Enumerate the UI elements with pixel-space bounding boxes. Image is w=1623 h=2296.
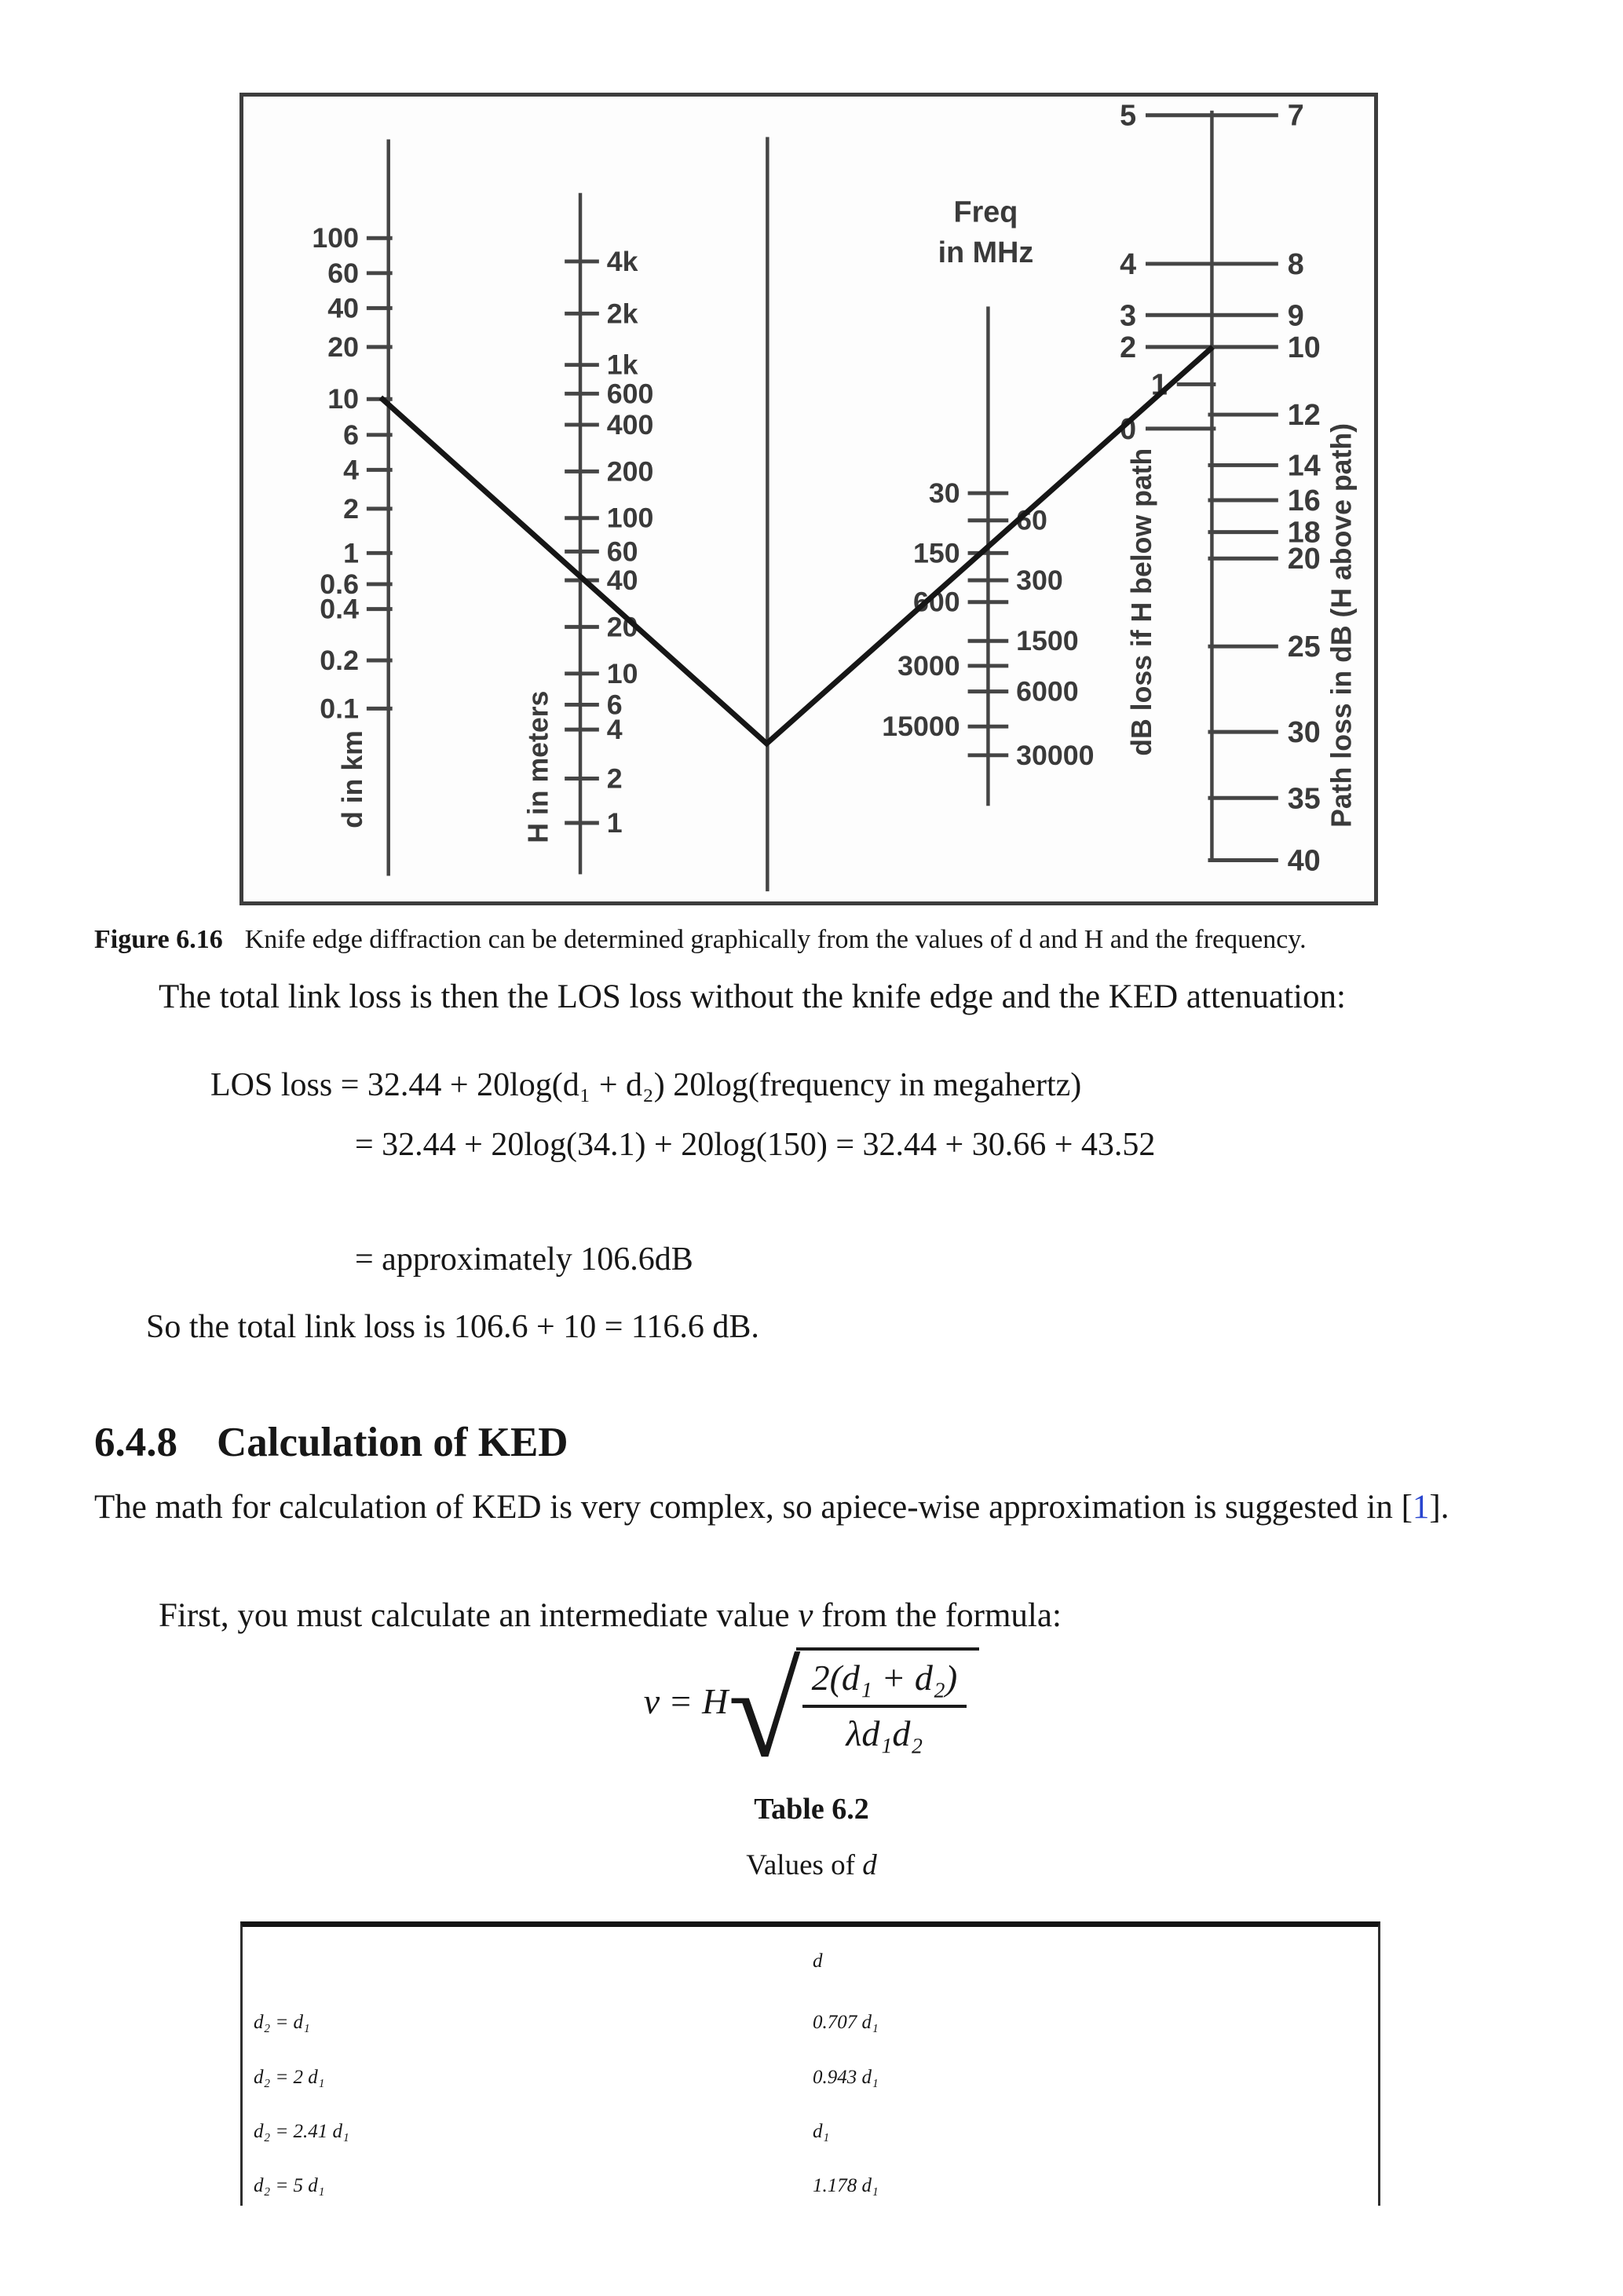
svg-text:6: 6 <box>343 419 359 451</box>
svg-text:25: 25 <box>1287 630 1321 664</box>
formula-H: H <box>702 1680 729 1721</box>
table-cell-condition: d₂ = 2 d₁ <box>254 2067 325 2088</box>
svg-text:40: 40 <box>1287 843 1321 877</box>
table-subtitle-var: d <box>862 1849 877 1881</box>
svg-text:15000: 15000 <box>882 711 960 743</box>
svg-text:dB loss if H below path: dB loss if H below path <box>1126 448 1158 756</box>
table-cell-value: 1.178 d₁ <box>813 2175 879 2196</box>
paragraph-ked-math <box>94 1486 1529 1530</box>
table-row <box>243 2012 1378 2038</box>
table-subtitle <box>0 1848 1623 1882</box>
svg-text:0: 0 <box>1120 411 1137 445</box>
svg-text:30: 30 <box>1287 715 1321 749</box>
formula-v: v <box>643 1680 660 1721</box>
svg-text:100: 100 <box>606 502 654 534</box>
table-title: Table 6.2 <box>754 1793 869 1826</box>
svg-text:9: 9 <box>1287 298 1304 332</box>
formula-fraction <box>802 1655 967 1754</box>
svg-text:6000: 6000 <box>1016 675 1079 707</box>
svg-text:20: 20 <box>606 611 638 643</box>
svg-text:100: 100 <box>312 222 359 254</box>
svg-text:10: 10 <box>327 383 359 415</box>
figure-caption <box>94 923 1531 957</box>
table-cell-value: 0.943 d₁ <box>813 2067 879 2088</box>
svg-text:35: 35 <box>1287 781 1321 815</box>
svg-text:d in km: d in km <box>337 730 369 828</box>
formula-equals: = <box>671 1680 692 1721</box>
section-number: 6.4.8 <box>94 1420 177 1465</box>
example-solution-line <box>381 347 1213 744</box>
table-cell-value: d₁ <box>813 2121 830 2142</box>
table-header-d: d <box>813 1951 823 1972</box>
svg-text:0.2: 0.2 <box>320 645 359 676</box>
formula-numerator: 2(d₁ + d₂) <box>802 1655 967 1708</box>
equation-approx: = approximately 106.6dB <box>355 1241 693 1278</box>
scale-h-in-meters <box>522 193 653 875</box>
paragraph-ked-math-end: ]. <box>1429 1489 1449 1526</box>
nomograph-svg <box>243 97 1374 901</box>
svg-text:60: 60 <box>606 536 638 568</box>
svg-text:30: 30 <box>928 477 960 510</box>
scale-freq-mhz <box>882 196 1094 806</box>
paragraph-intermediate-end: from the formula: <box>813 1597 1062 1634</box>
formula-denominator: λd₁d₂ <box>846 1713 923 1753</box>
scale-d-in-km <box>312 139 392 876</box>
figure-6-16 <box>239 93 1378 905</box>
table-subtitle-text: Values of <box>746 1849 863 1881</box>
svg-text:2: 2 <box>606 762 623 795</box>
svg-text:200: 200 <box>606 455 654 488</box>
svg-text:6: 6 <box>606 689 623 721</box>
table-cell-value: 0.707 d₁ <box>813 2012 879 2033</box>
paragraph-link-loss: The total link loss is then the LOS loss without the knife edge and the KED attenuation: <box>159 978 1346 1015</box>
svg-text:1: 1 <box>343 537 359 569</box>
svg-text:4: 4 <box>343 454 359 486</box>
svg-text:12: 12 <box>1287 398 1321 432</box>
equation-los-loss: LOS loss = 32.44 + 20log(d₁ + d₂) 20log(frequency in megahertz) <box>210 1067 1082 1103</box>
paragraph-ked-math-text: The math for calculation of KED is very complex, so apiece-wise approximation is suggested in [ <box>94 1489 1413 1526</box>
svg-text:40: 40 <box>327 292 359 324</box>
svg-text:7: 7 <box>1287 98 1304 132</box>
svg-text:3000: 3000 <box>897 649 960 682</box>
svg-text:10: 10 <box>1287 330 1321 364</box>
svg-text:1500: 1500 <box>1016 625 1079 657</box>
svg-text:16: 16 <box>1287 484 1321 517</box>
svg-text:4: 4 <box>606 714 623 746</box>
svg-text:0.4: 0.4 <box>320 593 359 625</box>
ked-formula: v = H √ $\frac{\text{2(d₁ + d₂)}}{\text{λd₁d₂}}$ <box>0 1647 1623 1754</box>
figure-caption-label: Figure 6.16 <box>94 925 223 954</box>
svg-text:1: 1 <box>606 807 623 839</box>
paragraph-intermediate-text: First, you must calculate an intermediate value <box>159 1597 799 1634</box>
svg-text:2: 2 <box>1120 330 1137 364</box>
svg-text:H in meters: H in meters <box>522 690 554 843</box>
svg-text:Freq: Freq <box>953 195 1018 229</box>
svg-text:2k: 2k <box>606 298 638 330</box>
scale-path-loss <box>1120 99 1357 877</box>
formula-radicand <box>796 1647 980 1754</box>
svg-text:40: 40 <box>606 565 638 596</box>
svg-text:2: 2 <box>343 492 359 525</box>
svg-text:600: 600 <box>606 378 654 410</box>
svg-text:4: 4 <box>1120 247 1137 280</box>
figure-caption-text: Knife edge diffraction can be determined graphically from the values of d and H and the frequency. <box>244 925 1307 954</box>
section-title: Calculation of KED <box>217 1420 568 1465</box>
table-cell-condition: d₂ = 2.41 d₁ <box>254 2121 349 2142</box>
svg-text:8: 8 <box>1287 247 1304 280</box>
svg-text:1: 1 <box>1150 367 1168 401</box>
svg-text:14: 14 <box>1287 448 1321 482</box>
svg-text:20: 20 <box>1287 542 1321 576</box>
svg-text:150: 150 <box>913 537 960 569</box>
table-row <box>243 2175 1378 2202</box>
svg-text:400: 400 <box>606 408 654 441</box>
svg-text:20: 20 <box>327 331 359 363</box>
svg-text:in MHz: in MHz <box>938 236 1034 269</box>
svg-text:60: 60 <box>327 257 359 289</box>
svg-text:5: 5 <box>1120 98 1137 132</box>
table-row <box>243 2067 1378 2093</box>
svg-text:600: 600 <box>913 586 960 618</box>
svg-text:0.1: 0.1 <box>320 693 359 725</box>
variable-v: v <box>798 1597 813 1634</box>
paragraph-intermediate-v <box>94 1592 1529 1640</box>
svg-text:1k: 1k <box>606 349 638 381</box>
svg-text:18: 18 <box>1287 515 1321 549</box>
svg-text:60: 60 <box>1016 504 1047 536</box>
values-of-d-table <box>240 1921 1380 2206</box>
svg-text:0.6: 0.6 <box>320 568 359 600</box>
equation-expanded: = 32.44 + 20log(34.1) + 20log(150) = 32.44 + 30.66 + 43.52 <box>355 1127 1156 1163</box>
table-cell-condition: d₂ = 5 d₁ <box>254 2175 325 2196</box>
svg-text:Path loss in dB (H above path): Path loss in dB (H above path) <box>1325 423 1358 828</box>
citation-ref-1[interactable]: 1 <box>1412 1489 1430 1526</box>
section-heading <box>94 1418 568 1467</box>
svg-text:10: 10 <box>606 657 638 689</box>
svg-text:3: 3 <box>1120 298 1137 332</box>
svg-text:300: 300 <box>1016 565 1063 596</box>
total-link-loss-line: So the total link loss is 106.6 + 10 = 116.6 dB. <box>146 1309 759 1345</box>
table-cell-condition: d₂ = d₁ <box>254 2012 310 2033</box>
table-row <box>243 2121 1378 2148</box>
svg-text:30000: 30000 <box>1016 739 1095 771</box>
svg-text:4k: 4k <box>606 245 638 277</box>
